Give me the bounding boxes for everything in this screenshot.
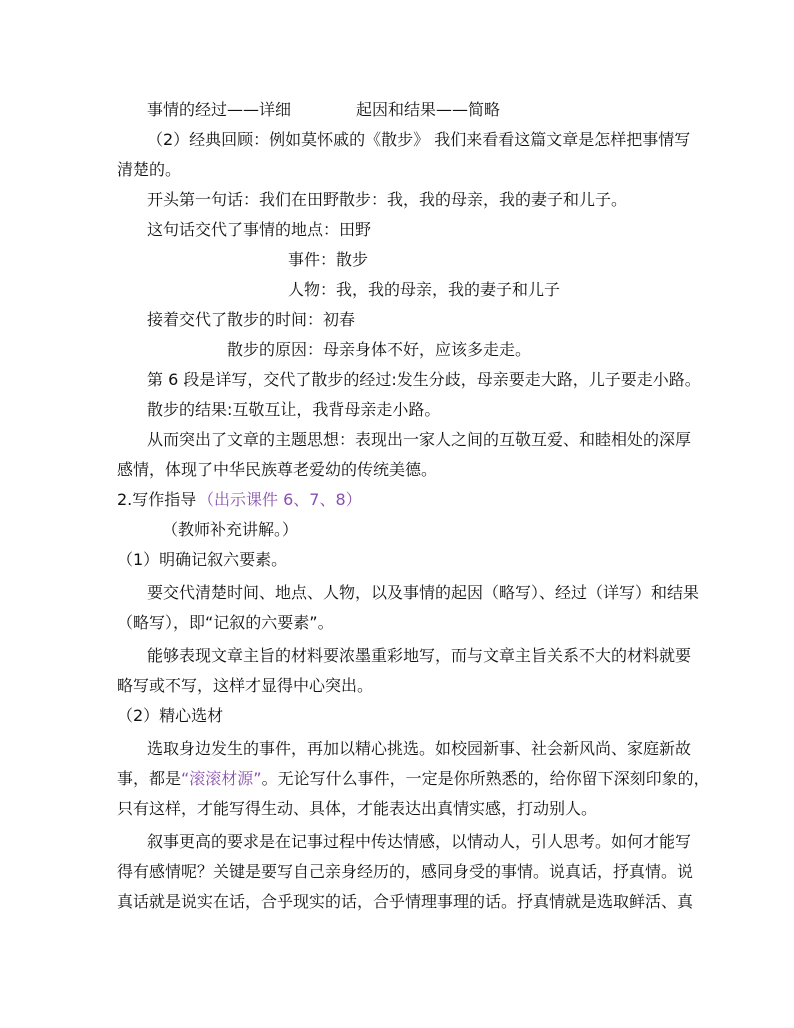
text-line-6: 事件：散步	[288, 250, 369, 269]
courseware-note: （出示课件 6、7、8）	[198, 490, 362, 509]
text-line-19: 能够表现文章主旨的材料要浓墨重彩地写，而与文章主旨关系不大的材料就要	[147, 646, 692, 665]
text-line-26: 得有感情呢？关键是要写自己亲身经历的，感同身受的事情。说真话，抒真情。说	[117, 862, 694, 881]
text-line-23c: 。无论写什么事件，一定是你所熟悉的，给你留下深刻印象的，	[261, 769, 710, 788]
text-line-3: 清楚的。	[117, 160, 182, 179]
text-line-23	[117, 768, 710, 790]
subheading-select-material: （2）精心选材	[117, 706, 224, 725]
text-line-2: （2）经典回顾：例如莫怀戚的《散步》 我们来看看这篇文章是怎样把事情写	[147, 130, 691, 149]
text-line-15: （教师补充讲解。）	[162, 520, 299, 539]
text-line-27: 真话就是说实在话，合乎现实的话，合乎情理事理的话。抒真情就是选取鲜活、真	[117, 892, 694, 911]
text-line-11: 散步的结果:互敬互让，我背母亲走小路。	[147, 400, 441, 419]
text-line-22: 选取身边发生的事件，再加以精心挑选。如校园新事、社会新风尚、家庭新故	[147, 739, 692, 758]
text-line-9: 散步的原因：母亲身体不好，应该多走走。	[227, 340, 532, 359]
text-line-12: 从而突出了文章的主题思想：表现出一家人之间的互敬互爱、和睦相处的深厚	[147, 430, 692, 449]
text-line-25: 叙事更高的要求是在记事过程中传达情感，以情动人，引人思考。如何才能写	[147, 832, 692, 851]
text-line-1a: 事情的经过——详细	[147, 100, 292, 119]
text-line-5: 这句话交代了事情的地点：田野	[147, 220, 372, 239]
text-line-1b: 起因和结果——简略	[356, 100, 501, 119]
text-line-4: 开头第一句话：我们在田野散步：我，我的母亲，我的妻子和儿子。	[147, 190, 628, 209]
text-line-23a: 事，都是	[117, 769, 182, 788]
text-line-18: （略写），即“记叙的六要素”。	[117, 613, 334, 632]
text-line-8: 接着交代了散步的时间：初春	[147, 310, 356, 329]
text-line-20: 略写或不写，这样才显得中心突出。	[117, 676, 374, 695]
text-line-10: 第 6 段是详写，交代了散步的经过:发生分歧，母亲要走大路，儿子要走小路。	[147, 370, 701, 389]
section-heading-writing-guidance: 2.写作指导	[117, 490, 197, 509]
highlight-quote: “滚滚材源”	[181, 769, 262, 788]
text-line-17: 要交代清楚时间、地点、人物，以及事情的起因（略写）、经过（详写）和结果	[147, 583, 700, 602]
text-line-13: 感情，体现了中华民族尊老爱幼的传统美德。	[117, 460, 438, 479]
subheading-six-elements: （1）明确记叙六要素。	[117, 550, 288, 569]
text-line-24: 只有这样，才能写得生动、具体，才能表达出真情实感，打动别人。	[117, 799, 598, 818]
text-line-7: 人物：我，我的母亲，我的妻子和儿子	[288, 280, 561, 299]
